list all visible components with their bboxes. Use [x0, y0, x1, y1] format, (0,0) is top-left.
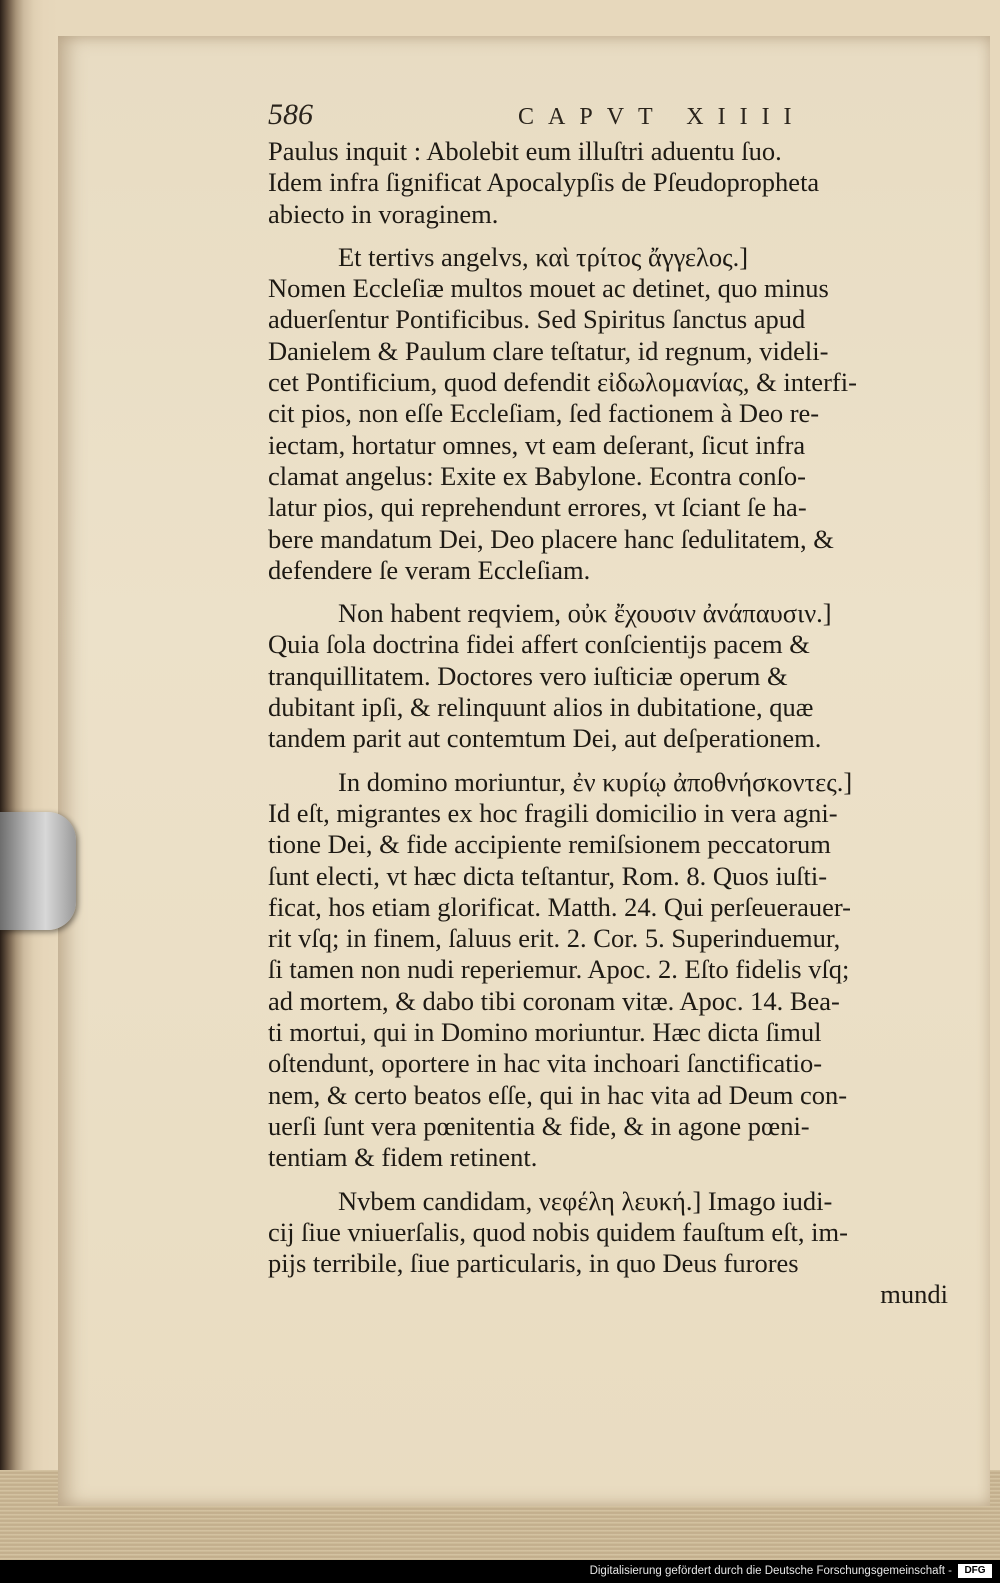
text-line: Danielem & Paulum clare teſtatur, id regnum, videli-	[268, 335, 829, 366]
running-head	[268, 98, 948, 138]
page-text	[268, 136, 948, 1311]
text-line: abiecto in voraginem.	[268, 198, 499, 229]
funding-notice: Digitalisierung gefördert durch die Deutsche Forschungsgemeinschaft -	[589, 1565, 952, 1577]
page-number: 586	[268, 98, 313, 131]
page-clip	[0, 812, 76, 930]
text-line: rit vſq; in finem, ſaluus erit. 2. Cor. 5. Superinduemur,	[268, 923, 841, 954]
text-line: tentiam & fidem retinent.	[268, 1142, 538, 1173]
text-line: Paulus inquit : Abolebit eum illuſtri aduentu ſuo.	[268, 136, 782, 166]
lemma-heading: Nvbem candidam, νεφέλη λευκή.] Imago iudi-	[338, 1185, 833, 1216]
text-line: cit pios, non eſſe Eccleſiam, ſed factionem à Deo re-	[268, 398, 820, 429]
text-line: defendere ſe veram Eccleſiam.	[268, 554, 591, 585]
text-line: ti mortui, qui in Domino moriuntur. Hæc dicta ſimul	[268, 1017, 822, 1048]
text-line: Nomen Eccleſiæ multos mouet ac detinet, quo minus	[268, 273, 829, 304]
text-line: iectam, hortatur omnes, vt eam deſerant, ſicut infra	[268, 429, 806, 460]
text-line: bere mandatum Dei, Deo placere hanc ſedulitatem, &	[268, 523, 834, 554]
text-line: Id eſt, migrantes ex hoc fragili domicilio in vera agni-	[268, 797, 838, 828]
text-line: Quia ſola doctrina fidei affert conſcientijs pacem &	[268, 629, 810, 660]
lemma-heading: Et tertivs angelvs, καὶ τρίτος ἄγγελος.]	[338, 241, 749, 272]
catchword: mundi	[880, 1279, 948, 1310]
text-line: pijs terribile, ſiue particularis, in quo Deus furores	[268, 1248, 799, 1279]
text-line: nem, & certo beatos eſſe, qui in hac vita ad Deum con-	[268, 1079, 848, 1110]
lemma-heading: Non habent reqviem, οὐκ ἔχουσιν ἀνάπαυσιν.]	[338, 598, 832, 629]
text-line: latur pios, qui reprehendunt errores, vt ſciant ſe ha-	[268, 492, 807, 523]
text-line: clamat angelus: Exite ex Babylone. Econtra conſo-	[268, 460, 806, 491]
text-line: tranquillitatem. Doctores vero iuſticiæ operum &	[268, 660, 788, 691]
lemma-heading: In domino moriuntur, ἐν κυρίῳ ἀποθνήσκοντες.]	[338, 766, 853, 797]
footer-bar	[0, 1560, 1000, 1583]
text-line: ſunt electi, vt hæc dicta teſtantur, Rom. 8. Quos iuſti-	[268, 860, 828, 891]
text-line: aduerſentur Pontificibus. Sed Spiritus ſanctus apud	[268, 304, 806, 335]
text-line: oſtendunt, oportere in hac vita inchoari ſanctificatio-	[268, 1048, 823, 1079]
text-line: uerſi ſunt vera pœnitentia & fide, & in agone pœni-	[268, 1110, 810, 1141]
text-line: ficat, hos etiam glorificat. Matth. 24. Qui perſeuerauer-	[268, 891, 851, 922]
text-line: tandem parit aut contemtum Dei, aut deſperationem.	[268, 723, 822, 754]
text-line: cij ſiue vniuerſalis, quod nobis quidem fauſtum eſt, im-	[268, 1216, 848, 1247]
text-line: ad mortem, & dabo tibi coronam vitæ. Apoc. 14. Bea-	[268, 985, 840, 1016]
text-line: tione Dei, & fide accipiente remiſsionem peccatorum	[268, 829, 831, 860]
text-line: cet Pontificium, quod defendit εἰδωλομανίας, & interfi-	[268, 367, 857, 398]
text-line: Idem infra ſignificat Apocalypſis de Pſeudopropheta	[268, 167, 820, 198]
chapter-heading: CAPVT XIIII	[518, 104, 806, 130]
dfg-logo: DFG	[958, 1564, 992, 1578]
text-line: ſi tamen non nudi reperiemur. Apoc. 2. Eſto fidelis vſq;	[268, 954, 850, 985]
text-line: dubitant ipſi, & relinquunt alios in dubitatione, quæ	[268, 692, 814, 723]
